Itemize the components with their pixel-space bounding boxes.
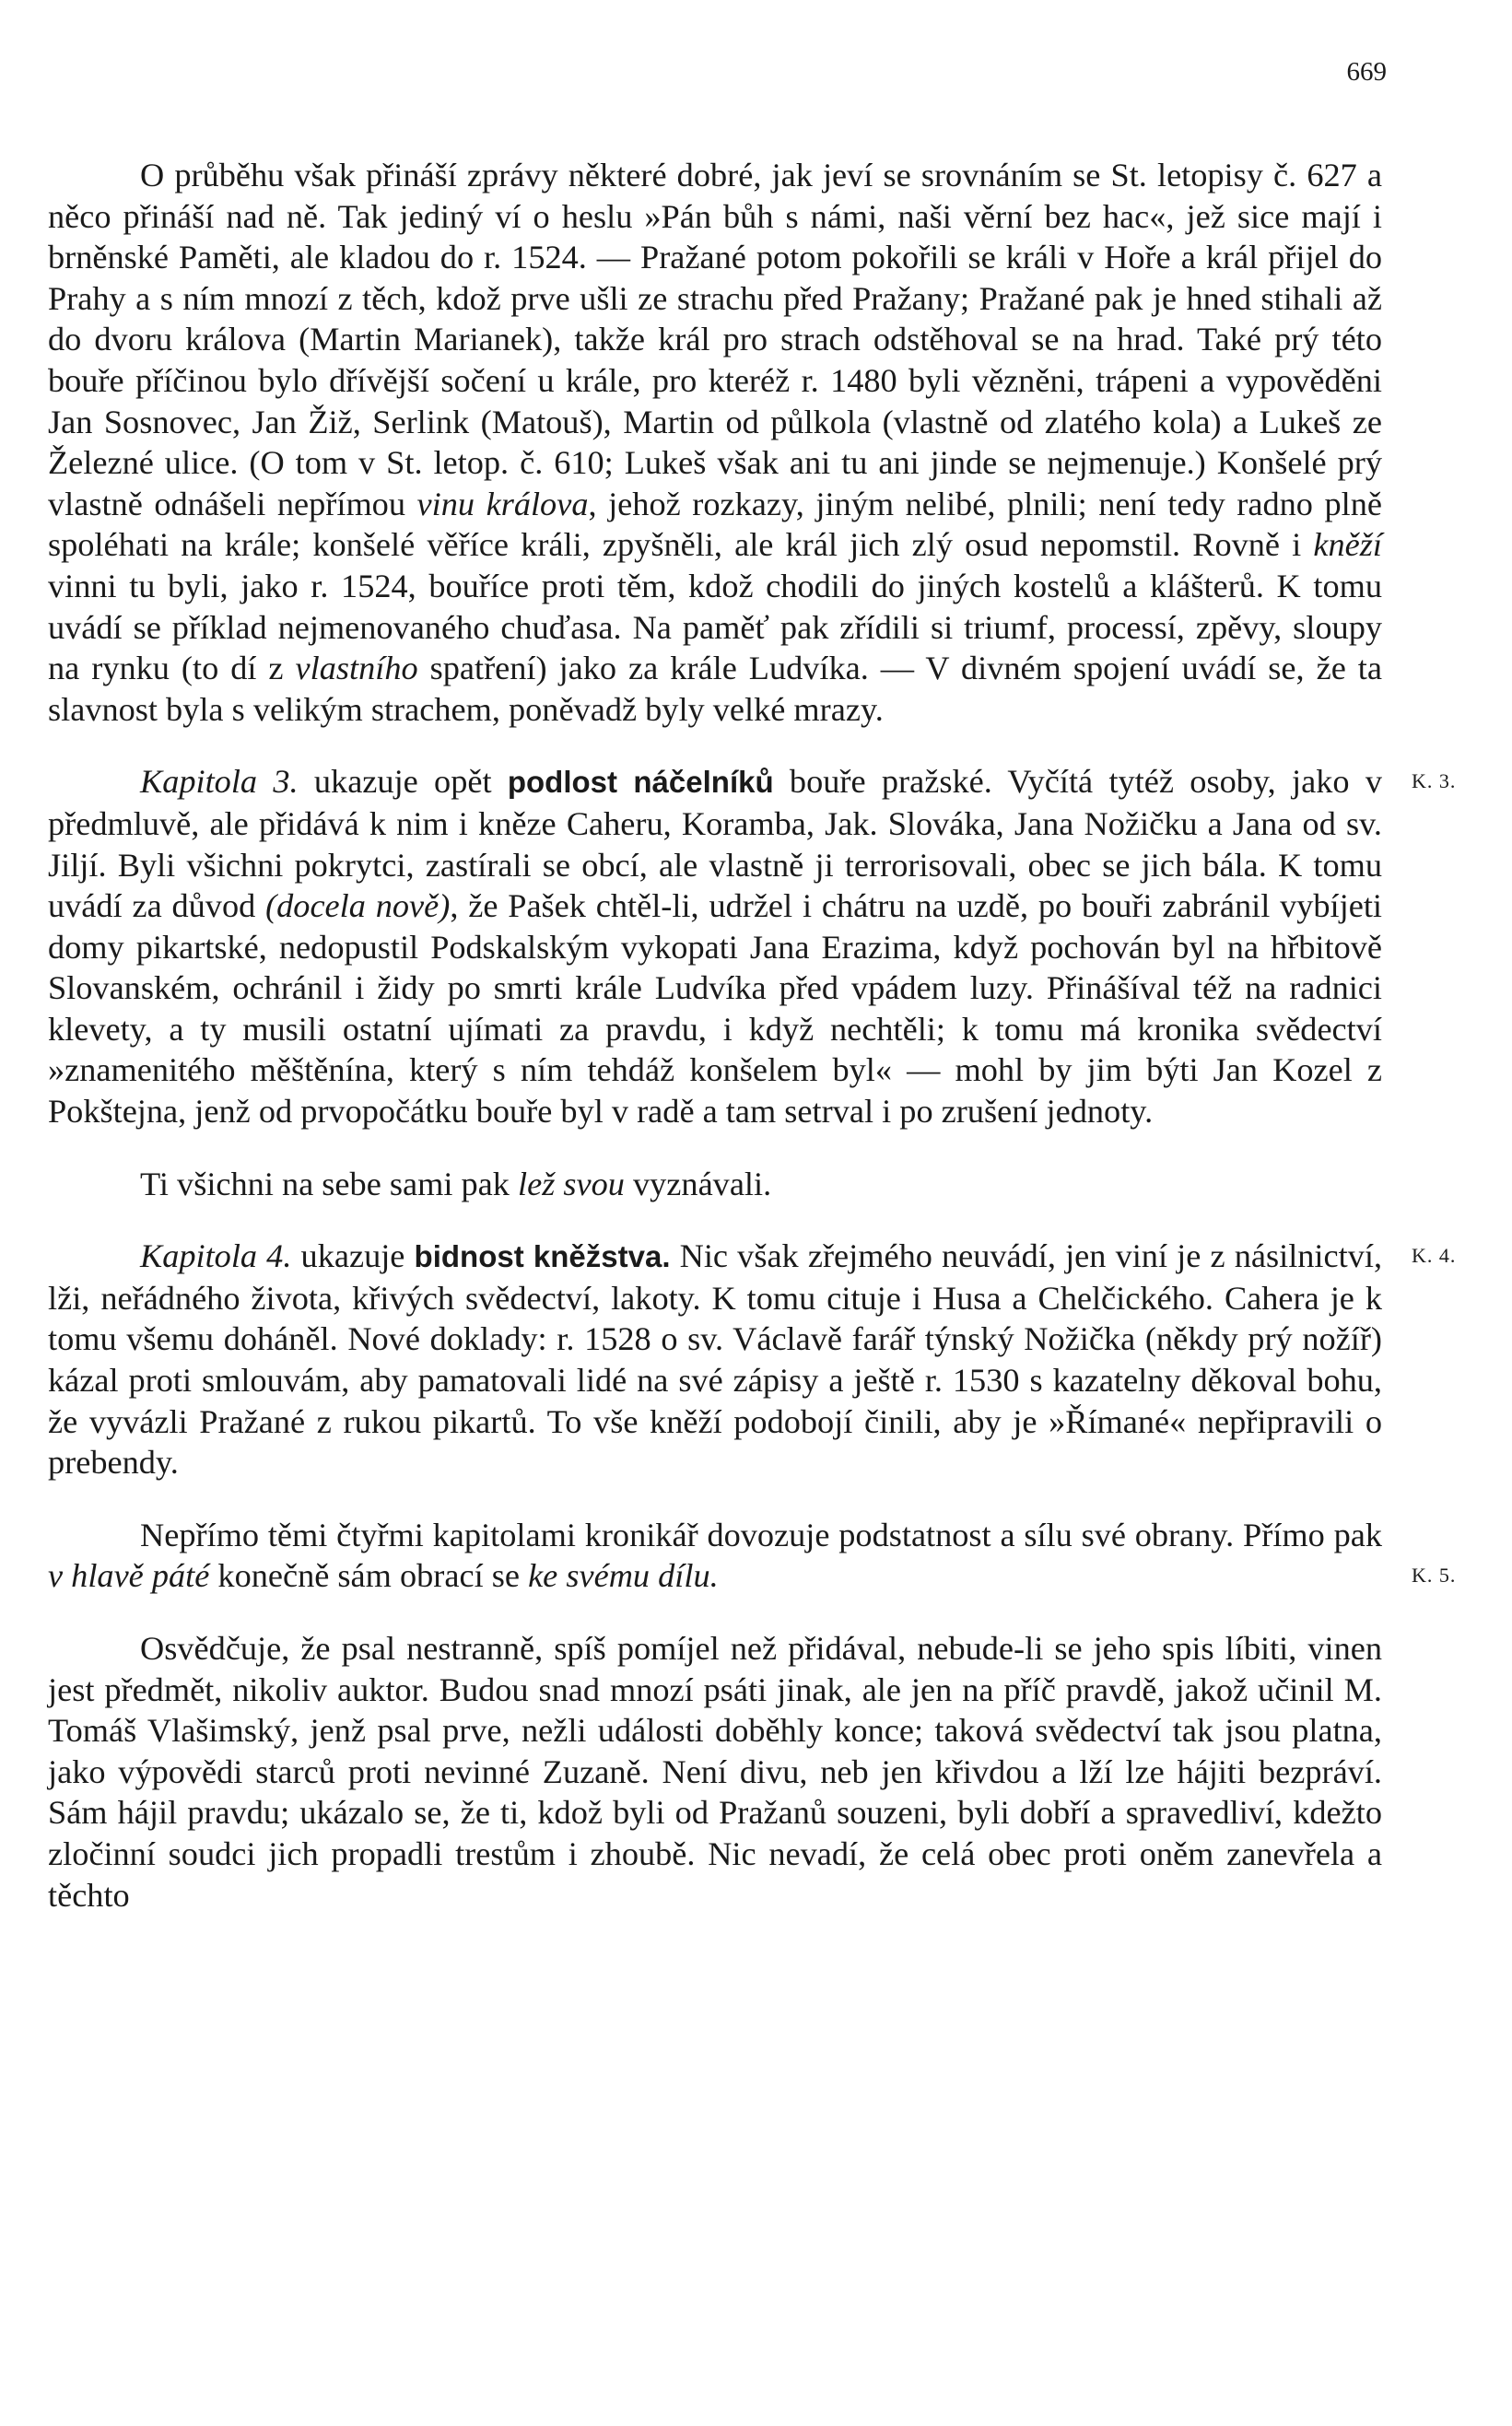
paragraph-1: O průběhu však přináší zprávy některé dobré, jak jeví se srovnáním se St. letopisy č. 627 a něco přináší nad ně. Tak jediný ví o heslu »Pán bůh s námi, naši věrní bez hac«, jež sice mají i brněnské Paměti, ale kladou do r. 1524. — Pražané potom pokořili se králi v Hoře a král přijel do Prahy a s ním mnozí z těch, kdož prve ušli ze strachu před Pražany; Pražané pak je hned stihali až do dvoru králova (Martin Marianek), takže král pro strach odstěhoval se na hrad. Také prý této bouře příčinou bylo dřívější sočení u krále, pro kteréž r. 1480 byli vězněni, trápeni a vypověděni Jan Sosnovec, Jan Žiž, Serlink (Matouš), Martin od půlkola (vlastně od zlatého kola) a Lukeš ze Železné ulice. (O tom v St. letop. č. 610; Lukeš však ani tu ani jinde se nejmenuje.) Konšelé prý vlastně odnášeli nepřímou vinu králova, jehož rozkazy, jiným nelibé, plnili; není tedy radno plně spoléhati na krále; konšelé věříce králi, zpyšněli, ale král jich zlý osud nepomstil. Rovně i kněží vinni tu byli, jako r. 1524, bouříce proti těm, kdož chodili do jiných kostelů a klášterů. K tomu uvádí se příklad nejmenovaného chuďasa. Na paměť pak zřídili si triumf, processí, zpěvy, sloupy na rynku (to dí z vlastního spatření) jako za krále Ludvíka. — V divném spojení uvádí se, že ta slavnost byla s velikým strachem, poněvadž byly velké mrazy. xyxy=(48,157,1382,728)
paragraph-chapter-4: K. 4. Kapitola 4. ukazuje bidnost kněžstva. Nic však zřejmého neuvádí, jen viní je z násilnictví, lži, neřádného života, křivých svědectví, lakoty. K tomu cituje i Husa a Chelčického. Cahera je k tomu všemu doháněl. Nové doklady: r. 1528 o sv. Václavě farář týnský Nožička (někdy prý nožíř) kázal proti smlouvám, aby pamatovali lidé na své zápisy a ještě r. 1530 s kazatelny děkoval bohu, že vyvázli Pražané z rukou pikartů. To vše kněží podobojí činili, aby je »Římané« nepřipravili o prebendy. xyxy=(48,1237,1457,1482)
paragraph-final: Osvědčuje, že psal nestranně, spíš pomíjel než přidával, nebude-li se jeho spis líbiti, vinen jest předmět, nikoliv auktor. Budou snad mnozí psáti jinak, ale jen na příč pravdě, jakož učinil M. Tomáš Vlašimský, jenž psal prve, nežli události doběhly konce; taková svědectví tak jsou platna, jako výpovědi starců proti nevinné Zuzaně. Není divu, neb jen křivdou a lží lze hájiti bezpráví. Sám hájil pravdu; ukázalo se, že ti, kdož byli od Pražanů souzeni, byli dobří a spravedliví, kdežto zločinní soudci jich propadli trestům i zhoubě. Nic nevadí, že celá obec proti oněm zanevřela a těchto xyxy=(48,1630,1382,1914)
paragraph-chapter-3: K. 3. Kapitola 3. ukazuje opět podlost náčelníků bouře pražské. Vyčítá tytéž osoby, jako v předmluvě, ale přidává k nim i kněze Caheru, Koramba, Jak. Slováka, Jana Nožičku a Jana od sv. Jiljí. Byli všichni pokrytci, zastírali se obcí, ale vlastně ji terrorisovali, obec se jich bála. K tomu uvádí za důvod (docela nově), že Pašek chtěl-li, udržel i chátru na uzdě, po bouři zabránil vybíjeti domy pikartské, nedopustil Podskalským vykopati Jana Erazima, když pochován byl na hřbitově Slovanském, ochránil i židy po smrti krále Ludvíka před vpádem luzy. Přinášíval též na radnici klevety, a ty musili ostatní ujímati za pravdu, i když nechtěli; k tomu má kronika svědectví »znamenitého měštěnína, který s ním tehdáž konšelem byl« — mohl by jim býti Jan Kozel z Pokštejna, jenž od prvopočátku bouře byl v radě a tam setrval i po zrušení jednoty. xyxy=(48,763,1457,1131)
paragraph-chapter-5: K. 5. Nepřímo těmi čtyřmi kapitolami kronikář dovozuje podstatnost a sílu své obrany. Přímo pak v hlavě páté konečně sám obrací se ke svému dílu. xyxy=(48,1515,1382,1597)
margin-note-k4: K. 4. xyxy=(1412,1244,1457,1268)
page-number: 669 xyxy=(1346,57,1387,87)
margin-note-k3: K. 3. xyxy=(1412,769,1457,793)
margin-note-k5: K. 5. xyxy=(1412,1564,1457,1588)
paragraph-lie: Ti všichni na sebe sami pak lež svou vyznávali. xyxy=(140,1165,772,1202)
document-body xyxy=(48,155,1457,1916)
